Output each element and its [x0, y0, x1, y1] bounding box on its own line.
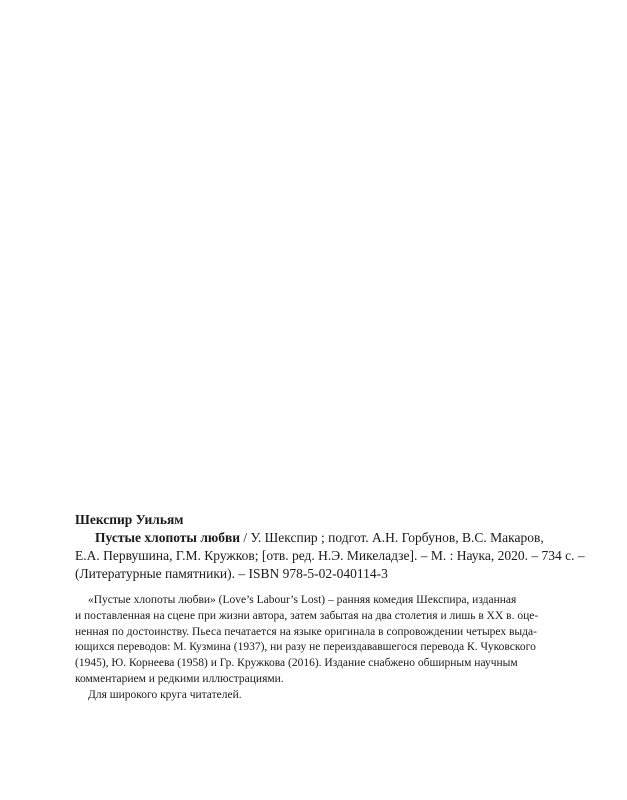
annotation-line: и поставленная на сцене при жизни автора, затем забытая на два столетия и лишь в XX в. оце- [75, 609, 539, 622]
annotation-line: ющихся переводов: М. Кузмина (1937), ни разу не переиздававшегося перевода К. Чуковского [75, 641, 536, 654]
annotation-line: (1945), Ю. Корнеева (1958) и Гр. Кружкова (2016). Издание снабжено обширным научным [75, 657, 518, 670]
biblio-line-3: (Литературные памятники). – ISBN 978-5-02-040114-3 [75, 566, 388, 581]
biblio-line-1 [75, 529, 555, 547]
annotation-line: комментарием и редкими иллюстрациями. [75, 672, 284, 685]
bibliographic-description [75, 529, 585, 583]
book-title: Пустые хлопоты любви [95, 530, 241, 545]
annotation-line: ненная по достоинству. Пьеса печатается на языке оригинала в сопровождении четырех выда- [75, 625, 537, 638]
biblio-line-2: Е.А. Первушина, Г.М. Кружков; [отв. ред. Н.Э. Микеладзе]. – М. : Наука, 2020. – 734 с. – [75, 548, 585, 563]
audience-note: Для широкого круга читателей. [88, 688, 242, 701]
author-heading: Шекспир Уильям [75, 512, 184, 527]
catalog-entry [75, 511, 585, 704]
biblio-line-1-text: / У. Шекспир ; подгот. А.Н. Горбунов, В.С. Макаров, [240, 530, 544, 545]
annotation-line: «Пустые хлопоты любви» (Love’s Labour’s Lost) – ранняя комедия Шекспира, изданная [88, 594, 517, 606]
annotation [75, 593, 555, 704]
